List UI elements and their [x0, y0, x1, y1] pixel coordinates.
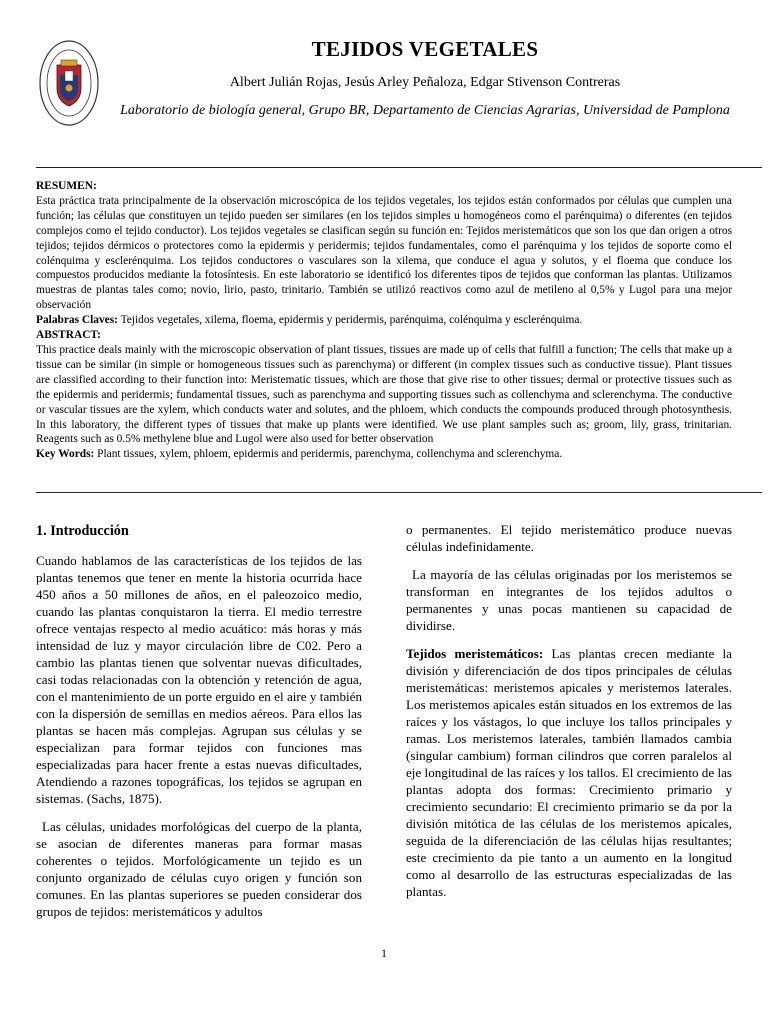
resumen-text: Esta práctica trata principalmente de la observación microscópica de los tejidos vegetales, los tejidos están conformados por células que cumplen una función; las células que constituyen un tejido pueden ser similares (en los tejidos simples u homogéneos como el parénquima) o diferentes (en tejidos complejos como el tejido conductor). Los tejidos vegetales se clasifican según su función en: Tejidos meristemáticos que son los que dan origen a otros tejidos; tejidos dérmicos o protectores como la epidermis y peridermis; tejidos fundamentales, como el parénquima y los tejidos de soporte como el colénquima y esclerénquima. Los tejidos conductores o vasculares son la xilema, que conduce el agua y solutos, y el floema que conduce los compuestos producidos mediante la fotosíntesis. En este laboratorio se identificó los diferentes tipos de tejidos que conforman las plantas. Utilizamos muestras de plantas tales como; novio, lirio, pasto, trinitario. También se utilizó reactivos como azul de metileno al 0,5% y Lugol para una mejor observación — [36, 194, 732, 312]
resumen-heading: RESUMEN: — [36, 180, 97, 192]
palabras-claves — [36, 313, 732, 328]
section-heading-introduccion: 1. Introducción — [36, 523, 129, 539]
key-words-label: Key Words: — [36, 448, 95, 461]
key-words — [36, 447, 732, 462]
intro-paragraph-2: Las células, unidades morfológicas del cuerpo de la planta, se asocian de diferentes maneras para formar masas coherentes o tejidos. Morfológicamente un tejido es un conjunto organizado de células cuyo origen y función son comunes. En las plantas superiores se pueden considerar dos grupos de tejidos: meristemáticos y adultos — [36, 819, 362, 919]
abstract-divider — [36, 492, 762, 493]
abstract-text: This practice deals mainly with the microscopic observation of plant tissues, tissues are made up of cells that fulfill a function; The cells that make up a tissue can be similar (in simple or homogeneous tissues such as parenchyma) or different (in complex tissues such as conductive tissue). Plant tissues are classified according to their function into: Meristematic tissues, which are those that give rise to other tissues; dermal or protective tissues such as the epidermis and peridermis; fundamental tissues, such as parenchyma and supporting tissues such as collenchyma and sclerenchyma. The conductive or vascular tissues are the xylem, which conducts water and solutes, and the phloem, which conducts the compounds produced through photosynthesis. In this laboratory, the different types of tissues that make up plants were identified. We use plant samples such as; groom, lily, grass, trinitarian. Reagents such as 0.5% methylene blue and Lugol were also used for better observation — [36, 343, 732, 446]
university-seal-logo — [38, 38, 100, 128]
intro-paragraph-4: La mayoría de las células originadas por los meristemos se transforman en integrantes de los tejidos adultos o permanentes y unas pocas mantienen su capacidad de dividirse. — [406, 567, 732, 633]
paper-title: TEJIDOS VEGETALES — [311, 37, 539, 61]
intro-paragraph-3: o permanentes. El tejido meristemático produce nuevas células indefinidamente. — [406, 522, 732, 554]
meristematic-paragraph — [406, 645, 732, 900]
palabras-claves-text: Tejidos vegetales, xilema, floema, epidermis y peridermis, parénquima, colénquima y esclerénquima. — [117, 314, 583, 327]
meristematic-text: Las plantas crecen mediante la división y diferenciación de dos tipos principales de células meristemáticas: meristemos apicales y meristemos laterales. Los meristemos apicales están situados en los extremos de las raíces y los vástagos, lo que incluye los tallos principales y ramas. Los meristemos laterales, también llamados cambia (singular cambium) forman cilindros que corren paralelos al eje longitudinal de las raíces y los tallos. El crecimiento de las plantas adopta dos formas: Crecimiento primario y crecimiento secundario: El crecimiento primario se da por la división mitótica de las células de los meristemos apicales, seguida de la diferenciación de las células hijas resultantes; este crecimiento da pie tanto a un aumento en la longitud como al desarrollo de las estructuras especializadas de las plantas. — [406, 646, 732, 899]
intro-paragraph-1: Cuando hablamos de las características de los tejidos de las plantas tenemos que tener en mente la historia ocurrida hace 450 años a 50 millones de años, en el paleozoico medio, cuando las plantas conquistaron la tierra. El medio terrestre ofrece ventajas respecto al medio acuático: más horas y más intensidad de luz y mayor circulación libre de C02. Pero a cambio las plantas tienen que solventar nuevas dificultades, casi todas relacionadas con la obtención y retención de agua, con el mantenimiento de un porte erguido en el aire y también con la dispersión de semillas en medios aéreos. Para ellos las plantas se hacen más complejas. Agrupan sus células y se especializan para formar tejidos con funciones mas especializadas para hacer frente a estas nuevas dificultades, Atendiendo a razones topográficas, los tejidos se agrupan en sistemas. (Sachs, 1875). — [36, 553, 362, 806]
key-words-text: Plant tissues, xylem, phloem, epidermis and peridermis, parenchyma, collenchyma and sclerenchyma. — [94, 448, 563, 461]
affiliation: Laboratorio de biología general, Grupo BR, Departamento de Ciencias Agrarias, Universidad de Pamplona — [120, 103, 730, 118]
palabras-claves-label: Palabras Claves: — [36, 314, 118, 327]
right-column — [406, 521, 732, 911]
abstract-heading: ABSTRACT: — [36, 329, 101, 342]
author-list: Albert Julián Rojas, Jesús Arley Peñaloza, Edgar Stivenson Contreras — [229, 75, 621, 90]
meristematic-label: Tejidos meristemáticos: — [406, 646, 544, 661]
header-divider — [36, 167, 762, 168]
abstract-section — [36, 179, 732, 462]
left-column — [36, 521, 362, 931]
page-number: 1 — [381, 946, 387, 960]
